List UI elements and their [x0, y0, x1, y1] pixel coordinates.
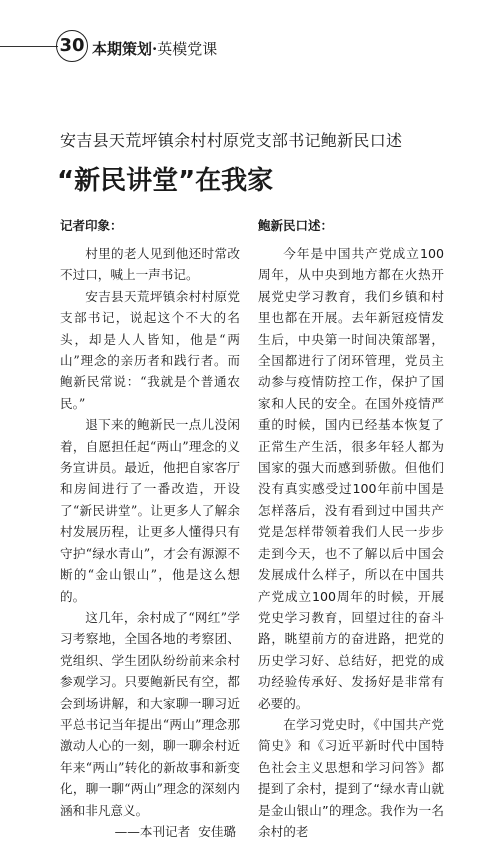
- paragraph: 村里的老人见到他还时常改不过口，喊上一声书记。: [60, 246, 240, 283]
- paragraph: 今年是中国共产党成立100周年，从中央到地方都在火热开展党史学习教育，我们乡镇和村里也都在开展。去年新冠疫情发生后，中央第一时间决策部署，全国都进行了闭环管理，党员主动参与疫情防控工作，保护了国家和人民的安全。在国外疫情严重的时候，国内已经基本恢复了正常生产生活，很多年轻人都为国家的强大而感到骄傲。但他们没有真实感受过100年前中国是怎样落后，没有看到过中国共产党是怎样带领着我们人民一步步走到今天，也不了解以后中国会发展成什么样子，所以在中国共产党成立100周年的时候，开展党史学习教育，回望过往的奋斗路，眺望前方的奋进路，把党的历史学习好、总结好，把党的成功经验传承好、发扬好是非常有必要的。: [258, 246, 444, 711]
- section-sub-label: 英模党课: [157, 40, 218, 58]
- reporter-impression-heading: 记者印象：: [60, 218, 123, 233]
- byline-name: 安佳璐: [198, 823, 236, 839]
- paragraph: 这几年，余村成了“网红”学习考察地，全国各地的考察团、党组织、学生团队纷纷前来余村参观学习。只要鲍新民有空，都会到场讲解，和大家聊一聊习近平总书记当年提出“两山”理念那激动人心的一刻，聊一聊余村近年来“两山”转化的新故事和新变化，聊一聊“两山”理念的深刻内涵和非凡意义。: [60, 609, 240, 818]
- section-label: 本期策划: [92, 40, 153, 58]
- section-header: [92, 38, 217, 59]
- article-subtitle: 安吉县天荒坪镇余村村原党支部书记鲍新民口述: [60, 131, 403, 150]
- byline: [60, 821, 240, 842]
- section-dot: ·: [152, 40, 158, 58]
- reporter-impression-column: [60, 217, 240, 842]
- narration-column: [258, 217, 444, 842]
- page-number: 30: [56, 30, 88, 62]
- paragraph: 在学习党史时，《中国共产党简史》和《习近平新时代中国特色社会主义思想和学习问答》都提到了余村，提到了“绿水青山就是金山银山”的理念。我作为一名余村的老: [258, 716, 444, 839]
- article-title: “新民讲堂”在我家: [57, 166, 274, 196]
- narration-heading: 鲍新民口述：: [258, 218, 334, 233]
- byline-prefix: ——本刊记者: [114, 823, 191, 839]
- paragraph: 安吉县天荒坪镇余村村原党支部书记，说起这个不大的名头，却是人人皆知，他是“两山”理念的亲历者和践行者。而鲍新民常说：“我就是个普通农民。”: [60, 288, 240, 411]
- paragraph: 退下来的鲍新民一点儿没闲着，自愿担任起“两山”理念的义务宣讲员。最近，他把自家客厅和房间进行了一番改造，开设了“新民讲堂”。让更多人了解余村发展历程，让更多人懂得只有守护“绿水青山”，才会有源源不断的“金山银山”，他是这么想的。: [60, 417, 240, 604]
- header-rule: [0, 46, 58, 47]
